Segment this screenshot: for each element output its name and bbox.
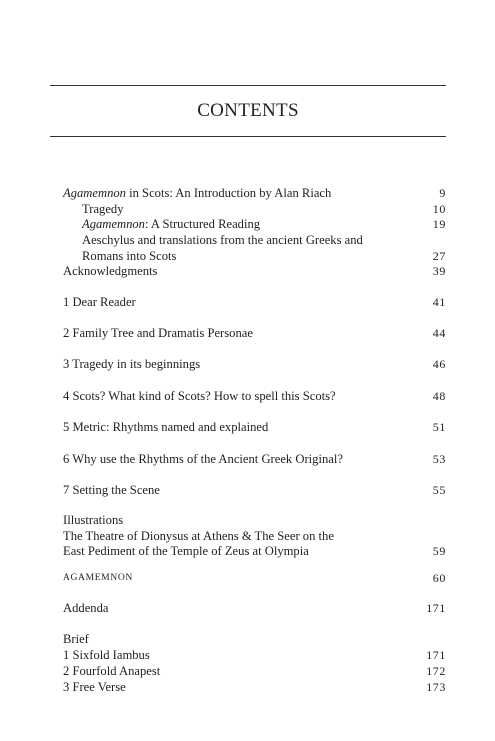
toc-entry-title: 3 Tragedy in its beginnings bbox=[63, 357, 201, 371]
toc-entry-title: 7 Setting the Scene bbox=[63, 483, 160, 497]
toc-entry[interactable] bbox=[63, 201, 446, 217]
toc-entry[interactable] bbox=[63, 679, 446, 695]
toc-page-number: 27 bbox=[432, 249, 446, 263]
toc-page-number: 173 bbox=[426, 680, 446, 694]
toc-page-number: 60 bbox=[432, 571, 446, 585]
toc-entry[interactable] bbox=[63, 185, 446, 201]
top-rule bbox=[50, 85, 446, 86]
toc-page-number: 10 bbox=[432, 202, 446, 216]
toc-entry-title: Acknowledgments bbox=[63, 264, 158, 278]
toc-entry-title: 1 Sixfold Iambus bbox=[63, 648, 150, 662]
toc-entry[interactable] bbox=[63, 663, 446, 679]
toc-entry[interactable] bbox=[63, 232, 446, 248]
toc-entry[interactable] bbox=[63, 543, 446, 559]
toc-entry-title: 1 Dear Reader bbox=[63, 295, 136, 309]
toc-entry-title: Brief bbox=[63, 632, 89, 646]
toc-page-number: 39 bbox=[432, 264, 446, 278]
toc-entry-title: Tragedy bbox=[82, 202, 124, 216]
bottom-rule bbox=[50, 136, 446, 137]
toc-entry[interactable] bbox=[63, 216, 446, 232]
toc-page-number: 51 bbox=[432, 420, 446, 434]
toc-entry-title: 6 Why use the Rhythms of the Ancient Greek Original? bbox=[63, 452, 343, 466]
toc-entry-title: 3 Free Verse bbox=[63, 680, 126, 694]
toc-page-number: 9 bbox=[439, 186, 446, 200]
toc-page-number: 41 bbox=[432, 295, 446, 309]
toc-entry[interactable] bbox=[63, 570, 446, 586]
toc-entry[interactable] bbox=[63, 325, 446, 341]
toc-entry[interactable] bbox=[63, 388, 446, 404]
page-title: CONTENTS bbox=[197, 100, 299, 121]
toc-entry-title: Addenda bbox=[63, 601, 109, 615]
toc-page-number: 171 bbox=[426, 648, 446, 662]
toc-entry-title: 2 Family Tree and Dramatis Personae bbox=[63, 326, 253, 340]
toc-page-number: 19 bbox=[432, 217, 446, 231]
toc-page-number: 53 bbox=[432, 452, 446, 466]
toc-entry-title: Agamemnon in Scots: An Introduction by Alan Riach bbox=[63, 186, 332, 200]
toc-page-number: 172 bbox=[426, 664, 446, 678]
toc-page-number: 48 bbox=[432, 389, 446, 403]
toc-page-number: 46 bbox=[432, 357, 446, 371]
toc-entry-title: Agamemnon: A Structured Reading bbox=[82, 217, 261, 231]
toc-entry-title: 5 Metric: Rhythms named and explained bbox=[63, 420, 269, 434]
toc-entry[interactable] bbox=[63, 248, 446, 264]
toc-section-heading bbox=[63, 512, 446, 528]
toc-page-number: 59 bbox=[432, 544, 446, 558]
toc-entry-title: 4 Scots? What kind of Scots? How to spell this Scots? bbox=[63, 389, 336, 403]
toc-entry[interactable] bbox=[63, 528, 446, 544]
toc-entry[interactable] bbox=[63, 419, 446, 435]
toc-entry-title: Illustrations bbox=[63, 513, 124, 527]
toc-entry[interactable] bbox=[63, 356, 446, 372]
toc-entry[interactable] bbox=[63, 647, 446, 663]
toc-entry[interactable] bbox=[63, 600, 446, 616]
toc-entry[interactable] bbox=[63, 263, 446, 279]
toc-entry-title: The Theatre of Dionysus at Athens & The Seer on the bbox=[63, 529, 334, 543]
toc-entry-title: AGAMEMNON bbox=[63, 572, 133, 583]
toc-page-number: 44 bbox=[432, 326, 446, 340]
toc-page-number: 171 bbox=[426, 601, 446, 615]
toc-entry-title: East Pediment of the Temple of Zeus at Olympia bbox=[63, 544, 309, 558]
toc-entry-title: Romans into Scots bbox=[82, 249, 177, 263]
toc-entry-title: Aeschylus and translations from the ancient Greeks and bbox=[82, 233, 363, 247]
toc-entry[interactable] bbox=[63, 294, 446, 310]
toc-page-number: 55 bbox=[432, 483, 446, 497]
toc-entry[interactable] bbox=[63, 451, 446, 467]
toc-entry-title: 2 Fourfold Anapest bbox=[63, 664, 161, 678]
toc-section-heading bbox=[63, 631, 446, 647]
toc-entry[interactable] bbox=[63, 482, 446, 498]
